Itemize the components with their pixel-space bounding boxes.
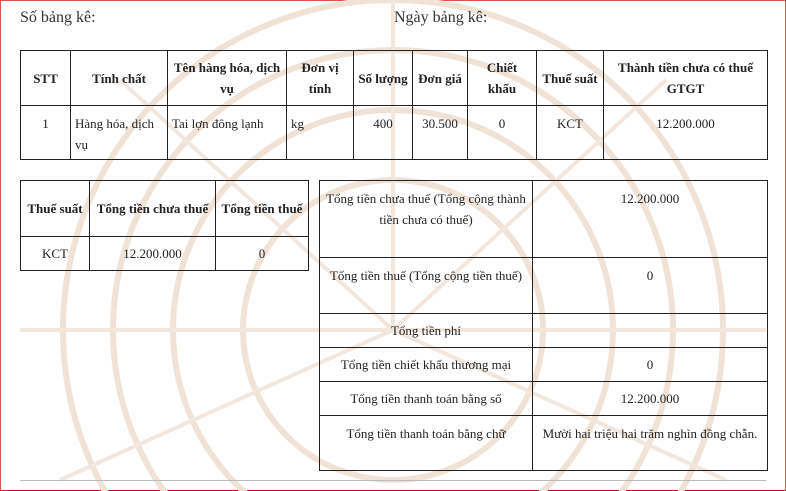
summary-row (320, 348, 768, 382)
cell-don-vi-tinh: kg (287, 106, 354, 160)
tax-cell-tong-tien-thue: 0 (216, 237, 309, 271)
header-stt: STT (21, 51, 71, 106)
summary-row (320, 258, 768, 314)
summary-value-tong-tien-chua-thue: 12.200.000 (533, 181, 768, 258)
summary-label-tong-tien-thue: Tổng tiền thuế (Tổng cộng tiền thuế) (320, 258, 533, 314)
header-tinh-chat: Tính chất (71, 51, 168, 106)
summary-label-tong-tien-phi: Tổng tiền phí (320, 314, 533, 348)
ngay-bang-ke-label: Ngày bảng kê: (394, 9, 488, 26)
tax-cell-thue-suat: KCT (21, 237, 90, 271)
header-thanh-tien: Thành tiền chưa có thuế GTGT (604, 51, 768, 106)
summary-row (320, 416, 768, 471)
summary-label-thanh-toan-bang-so: Tổng tiền thanh toán bằng số (320, 382, 533, 416)
summary-value-tong-tien-thue: 0 (533, 258, 768, 314)
tax-rate-table (20, 180, 309, 271)
cell-chiet-khau: 0 (468, 106, 537, 160)
cell-so-luong: 400 (354, 106, 413, 160)
cell-thue-suat: KCT (537, 106, 604, 160)
summary-row (320, 382, 768, 416)
header-so-luong: Số lượng (354, 51, 413, 106)
header-chiet-khau: Chiết khấu (468, 51, 537, 106)
table-row (21, 237, 309, 271)
tax-header-thue-suat: Thuế suất (21, 181, 90, 237)
header-don-gia: Đơn giá (413, 51, 468, 106)
header-thue-suat: Thuế suất (537, 51, 604, 106)
summary-label-chiet-khau-thuong-mai: Tổng tiền chiết khấu thương mại (320, 348, 533, 382)
cell-stt: 1 (21, 106, 71, 160)
bottom-divider (20, 480, 766, 481)
items-header-row (21, 51, 768, 106)
header-don-vi-tinh: Đơn vị tính (287, 51, 354, 106)
summary-table (319, 180, 768, 471)
summary-value-tong-tien-phi (533, 314, 768, 348)
cell-don-gia: 30.500 (413, 106, 468, 160)
summary-value-thanh-toan-bang-so: 12.200.000 (533, 382, 768, 416)
summary-label-tong-tien-chua-thue: Tổng tiền chưa thuế (Tổng cộng thành tiền chưa có thuế) (320, 181, 533, 258)
items-table (20, 50, 768, 160)
cell-thanh-tien: 12.200.000 (604, 106, 768, 160)
cell-tinh-chat: Hàng hóa, dịch vụ (71, 106, 168, 160)
so-bang-ke-label: Số bảng kê: (20, 9, 96, 26)
tax-header-row (21, 181, 309, 237)
table-row (21, 106, 768, 160)
summary-row (320, 314, 768, 348)
cell-ten-hang-hoa: Tai lợn đông lạnh (168, 106, 287, 160)
summary-value-chiet-khau-thuong-mai: 0 (533, 348, 768, 382)
tax-header-tong-tien-chua-thue: Tổng tiền chưa thuế (90, 181, 216, 237)
summary-value-thanh-toan-bang-chu: Mười hai triệu hai trăm nghìn đồng chẵn. (533, 416, 768, 471)
tax-header-tong-tien-thue: Tổng tiền thuế (216, 181, 309, 237)
summary-row (320, 181, 768, 258)
summary-label-thanh-toan-bang-chu: Tổng tiền thanh toán bằng chữ (320, 416, 533, 471)
header-ten-hang-hoa: Tên hàng hóa, dịch vụ (168, 51, 287, 106)
tax-cell-tong-tien-chua-thue: 12.200.000 (90, 237, 216, 271)
